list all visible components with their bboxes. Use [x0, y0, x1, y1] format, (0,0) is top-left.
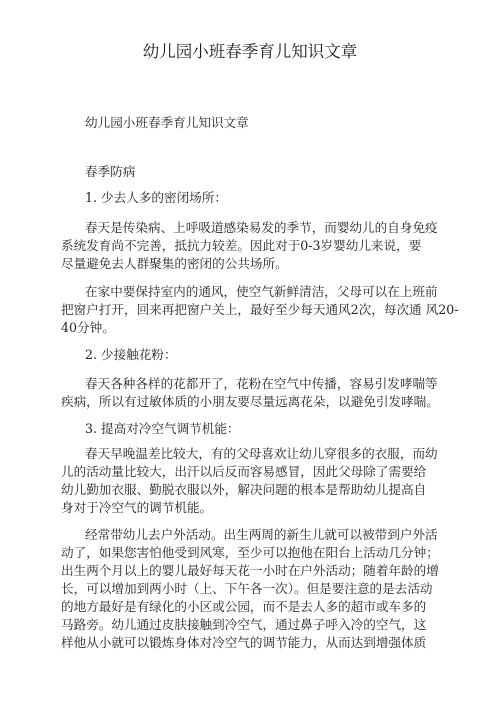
paragraph-line: 系统发育尚不完善，抵抗力较差。因此对于0-3岁婴幼儿来说，要 [61, 238, 422, 253]
paragraph-line: 春天各种各样的花都开了，花粉在空气中传播，容易引发哮喘等 [85, 376, 438, 391]
paragraph-line: 春天早晚温差比较大，有的父母喜欢让幼儿穿很多的衣服，而幼 [85, 446, 438, 461]
paragraph-line: 幼儿勤加衣服、勤脱衣服以外，解决问题的根本是帮助幼儿提高自 [61, 482, 427, 497]
paragraph-line: 儿的活动量比较大，出汗以后反而容易感冒，因此父母除了需要给 [61, 464, 427, 479]
paragraph-line: 经常带幼儿去户外活动。出生两周的新生儿就可以被带到户外活 [85, 527, 438, 542]
paragraph-line: 的地方最好是有绿化的小区或公园，而不是去人多的超市或车多的 [61, 599, 427, 614]
paragraph-line: 春天是传染病、上呼吸道感染易发的季节，而婴幼儿的自身免疫 [85, 220, 438, 235]
paragraph-line: 动了，如果您害怕他受到风寒，至少可以抱他在阳台上活动几分钟； [61, 545, 439, 560]
paragraph-line: 疾病，所以有过敏体质的小朋友要尽量远离花朵，以避免引发哮喘。 [61, 394, 439, 409]
item-heading: 1. 少去人多的密闭场所： [85, 190, 227, 205]
document-subtitle: 幼儿园小班春季育儿知识文章 [85, 115, 249, 130]
paragraph-line: 长，可以增加到两小时（上、下午各一次）。但是要注意的是去活动 [61, 581, 433, 596]
paragraph-line: 出生两个月以上的婴儿最好每天花一小时在户外活动；随着年龄的增 [61, 563, 439, 578]
paragraph-line: 把窗户打开，回来再把窗户关上，最好至少每天通风2次，每次通 风20- [61, 302, 459, 317]
item-heading: 2. 少接触花粉： [85, 347, 177, 362]
paragraph-line: 样他从小就可以锻炼身体对冷空气的调节能力，从而达到增强体质 [61, 635, 427, 650]
paragraph-line: 身对于冷空气的调节机能。 [61, 500, 213, 515]
paragraph-line: 40分钟。 [61, 320, 115, 335]
paragraph-line: 在家中要保持室内的通风，使空气新鲜清洁，父母可以在上班前 [85, 284, 438, 299]
document-title: 幼儿园小班春季育儿知识文章 [142, 42, 358, 61]
paragraph-line: 尽量避免去人群聚集的密闭的公共场所。 [61, 256, 288, 271]
section-heading: 春季防病 [85, 164, 136, 179]
item-heading: 3. 提高对冷空气调节机能： [85, 421, 240, 436]
paragraph-line: 马路旁。幼儿通过皮肤接触到冷空气，通过鼻子呼入冷的空气，这 [61, 617, 427, 632]
